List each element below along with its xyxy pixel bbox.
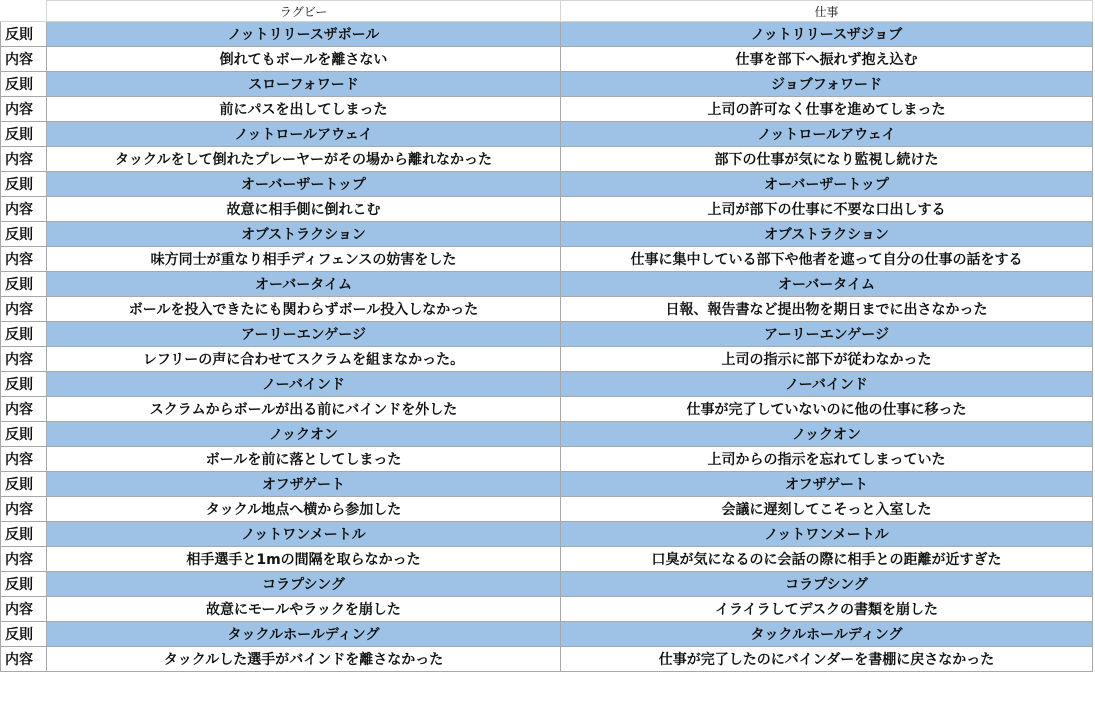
foul-description-row bbox=[1, 497, 1095, 522]
foul-description-row bbox=[1, 147, 1095, 172]
rugby-cell[interactable]: ノックオン bbox=[47, 422, 561, 447]
row-type-label-cell[interactable]: 内容 bbox=[1, 197, 47, 222]
foul-description-row bbox=[1, 297, 1095, 322]
rugby-cell[interactable]: ノットワンメートル bbox=[47, 522, 561, 547]
foul-description-row bbox=[1, 597, 1095, 622]
rugby-cell[interactable]: タックル地点へ横から参加した bbox=[47, 497, 561, 522]
foul-description-row bbox=[1, 447, 1095, 472]
row-type-label-cell[interactable]: 内容 bbox=[1, 447, 47, 472]
rugby-cell[interactable]: ボールを投入できたにも関わらずボール投入しなかった bbox=[47, 297, 561, 322]
rugby-cell[interactable]: タックルをして倒れたプレーヤーがその場から離れなかった bbox=[47, 147, 561, 172]
work-cell[interactable]: 上司からの指示を忘れてしまっていた bbox=[561, 447, 1093, 472]
work-cell[interactable]: アーリーエンゲージ bbox=[561, 322, 1093, 347]
row-type-label-cell[interactable]: 反則 bbox=[1, 122, 47, 147]
foul-name-row bbox=[1, 172, 1095, 197]
rugby-cell[interactable]: レフリーの声に合わせてスクラムを組まなかった。 bbox=[47, 347, 561, 372]
row-type-label-cell[interactable]: 反則 bbox=[1, 372, 47, 397]
foul-name-row bbox=[1, 522, 1095, 547]
foul-description-row bbox=[1, 97, 1095, 122]
work-cell[interactable]: 仕事が完了したのにバインダーを書棚に戻さなかった bbox=[561, 647, 1093, 672]
foul-description-row bbox=[1, 47, 1095, 72]
table-body bbox=[1, 22, 1095, 672]
foul-name-row bbox=[1, 422, 1095, 447]
foul-description-row bbox=[1, 547, 1095, 572]
work-cell[interactable]: 仕事を部下へ振れず抱え込む bbox=[561, 47, 1093, 72]
rugby-cell[interactable]: オーバーザートップ bbox=[47, 172, 561, 197]
foul-description-row bbox=[1, 247, 1095, 272]
rugby-cell[interactable]: 前にパスを出してしまった bbox=[47, 97, 561, 122]
foul-name-row bbox=[1, 322, 1095, 347]
row-type-label-cell[interactable]: 内容 bbox=[1, 97, 47, 122]
work-cell[interactable]: ノットワンメートル bbox=[561, 522, 1093, 547]
row-type-label-cell[interactable]: 反則 bbox=[1, 422, 47, 447]
rugby-cell[interactable]: ノーバインド bbox=[47, 372, 561, 397]
foul-description-row bbox=[1, 397, 1095, 422]
row-type-label-cell[interactable]: 反則 bbox=[1, 472, 47, 497]
rugby-cell[interactable]: オーバータイム bbox=[47, 272, 561, 297]
rugby-cell[interactable]: 倒れてもボールを離さない bbox=[47, 47, 561, 72]
row-type-label-cell[interactable]: 内容 bbox=[1, 497, 47, 522]
work-cell[interactable]: 上司の指示に部下が従わなかった bbox=[561, 347, 1093, 372]
row-type-label-cell[interactable]: 反則 bbox=[1, 322, 47, 347]
work-cell[interactable]: ノットリリースザジョブ bbox=[561, 22, 1093, 47]
row-type-label-cell[interactable]: 内容 bbox=[1, 397, 47, 422]
foul-name-row bbox=[1, 372, 1095, 397]
foul-description-row bbox=[1, 347, 1095, 372]
work-cell[interactable]: ノーバインド bbox=[561, 372, 1093, 397]
work-cell[interactable]: オフザゲート bbox=[561, 472, 1093, 497]
corner-cell[interactable] bbox=[1, 1, 47, 22]
work-cell[interactable]: 仕事に集中している部下や他者を遮って自分の仕事の話をする bbox=[561, 247, 1093, 272]
foul-description-row bbox=[1, 647, 1095, 672]
rugby-cell[interactable]: オフザゲート bbox=[47, 472, 561, 497]
work-cell[interactable]: コラプシング bbox=[561, 572, 1093, 597]
rugby-cell[interactable]: タックルホールディング bbox=[47, 622, 561, 647]
foul-name-row bbox=[1, 272, 1095, 297]
foul-description-row bbox=[1, 197, 1095, 222]
row-type-label-cell[interactable]: 内容 bbox=[1, 347, 47, 372]
row-type-label-cell[interactable]: 内容 bbox=[1, 547, 47, 572]
rugby-cell[interactable]: ノットロールアウェイ bbox=[47, 122, 561, 147]
work-cell[interactable]: ノットロールアウェイ bbox=[561, 122, 1093, 147]
foul-name-row bbox=[1, 472, 1095, 497]
rugby-cell[interactable]: ボールを前に落としてしまった bbox=[47, 447, 561, 472]
row-type-label-cell[interactable]: 反則 bbox=[1, 172, 47, 197]
foul-name-row bbox=[1, 222, 1095, 247]
row-type-label-cell[interactable]: 反則 bbox=[1, 272, 47, 297]
foul-name-row bbox=[1, 72, 1095, 97]
rugby-cell[interactable]: スクラムからボールが出る前にバインドを外した bbox=[47, 397, 561, 422]
row-type-label-cell[interactable]: 反則 bbox=[1, 622, 47, 647]
rugby-cell[interactable]: ノットリリースザボール bbox=[47, 22, 561, 47]
row-type-label-cell[interactable]: 反則 bbox=[1, 72, 47, 97]
work-cell[interactable]: タックルホールディング bbox=[561, 622, 1093, 647]
rugby-cell[interactable]: コラプシング bbox=[47, 572, 561, 597]
work-cell[interactable]: 上司の許可なく仕事を進めてしまった bbox=[561, 97, 1093, 122]
work-cell[interactable]: イライラしてデスクの書類を崩した bbox=[561, 597, 1093, 622]
work-cell[interactable]: オブストラクション bbox=[561, 222, 1093, 247]
row-type-label-cell[interactable]: 反則 bbox=[1, 22, 47, 47]
row-type-label-cell[interactable]: 反則 bbox=[1, 522, 47, 547]
header-row bbox=[1, 1, 1095, 22]
work-cell[interactable]: 日報、報告書など提出物を期日までに出さなかった bbox=[561, 297, 1093, 322]
work-cell[interactable]: ノックオン bbox=[561, 422, 1093, 447]
rugby-cell[interactable]: アーリーエンゲージ bbox=[47, 322, 561, 347]
foul-name-row bbox=[1, 122, 1095, 147]
work-cell[interactable]: 部下の仕事が気になり監視し続けた bbox=[561, 147, 1093, 172]
foul-name-row bbox=[1, 622, 1095, 647]
rugby-cell[interactable]: 味方同士が重なり相手ディフェンスの妨害をした bbox=[47, 247, 561, 272]
rugby-cell[interactable]: タックルした選手がバインドを離さなかった bbox=[47, 647, 561, 672]
row-type-label-cell[interactable]: 内容 bbox=[1, 597, 47, 622]
work-cell[interactable]: オーバーザートップ bbox=[561, 172, 1093, 197]
row-type-label-cell[interactable]: 内容 bbox=[1, 147, 47, 172]
rugby-cell[interactable]: 故意に相手側に倒れこむ bbox=[47, 197, 561, 222]
foul-name-row bbox=[1, 572, 1095, 597]
work-cell[interactable]: オーバータイム bbox=[561, 272, 1093, 297]
work-cell[interactable]: 上司が部下の仕事に不要な口出しする bbox=[561, 197, 1093, 222]
row-type-label-cell[interactable]: 内容 bbox=[1, 247, 47, 272]
row-type-label-cell[interactable]: 反則 bbox=[1, 572, 47, 597]
rugby-cell[interactable]: 故意にモールやラックを崩した bbox=[47, 597, 561, 622]
column-header-rugby[interactable]: ラグビー bbox=[47, 1, 561, 22]
work-cell[interactable]: ジョブフォワード bbox=[561, 72, 1093, 97]
rugby-cell[interactable]: オブストラクション bbox=[47, 222, 561, 247]
rugby-cell[interactable]: 相手選手と1mの間隔を取らなかった bbox=[47, 547, 561, 572]
foul-name-row bbox=[1, 22, 1095, 47]
column-header-work[interactable]: 仕事 bbox=[561, 1, 1093, 22]
row-type-label-cell[interactable]: 内容 bbox=[1, 47, 47, 72]
work-cell[interactable]: 口臭が気になるのに会話の際に相手との距離が近すぎた bbox=[561, 547, 1093, 572]
row-type-label-cell[interactable]: 内容 bbox=[1, 647, 47, 672]
row-type-label-cell[interactable]: 反則 bbox=[1, 222, 47, 247]
rugby-cell[interactable]: スローフォワード bbox=[47, 72, 561, 97]
work-cell[interactable]: 会議に遅刻してこそっと入室した bbox=[561, 497, 1093, 522]
work-cell[interactable]: 仕事が完了していないのに他の仕事に移った bbox=[561, 397, 1093, 422]
row-type-label-cell[interactable]: 内容 bbox=[1, 297, 47, 322]
